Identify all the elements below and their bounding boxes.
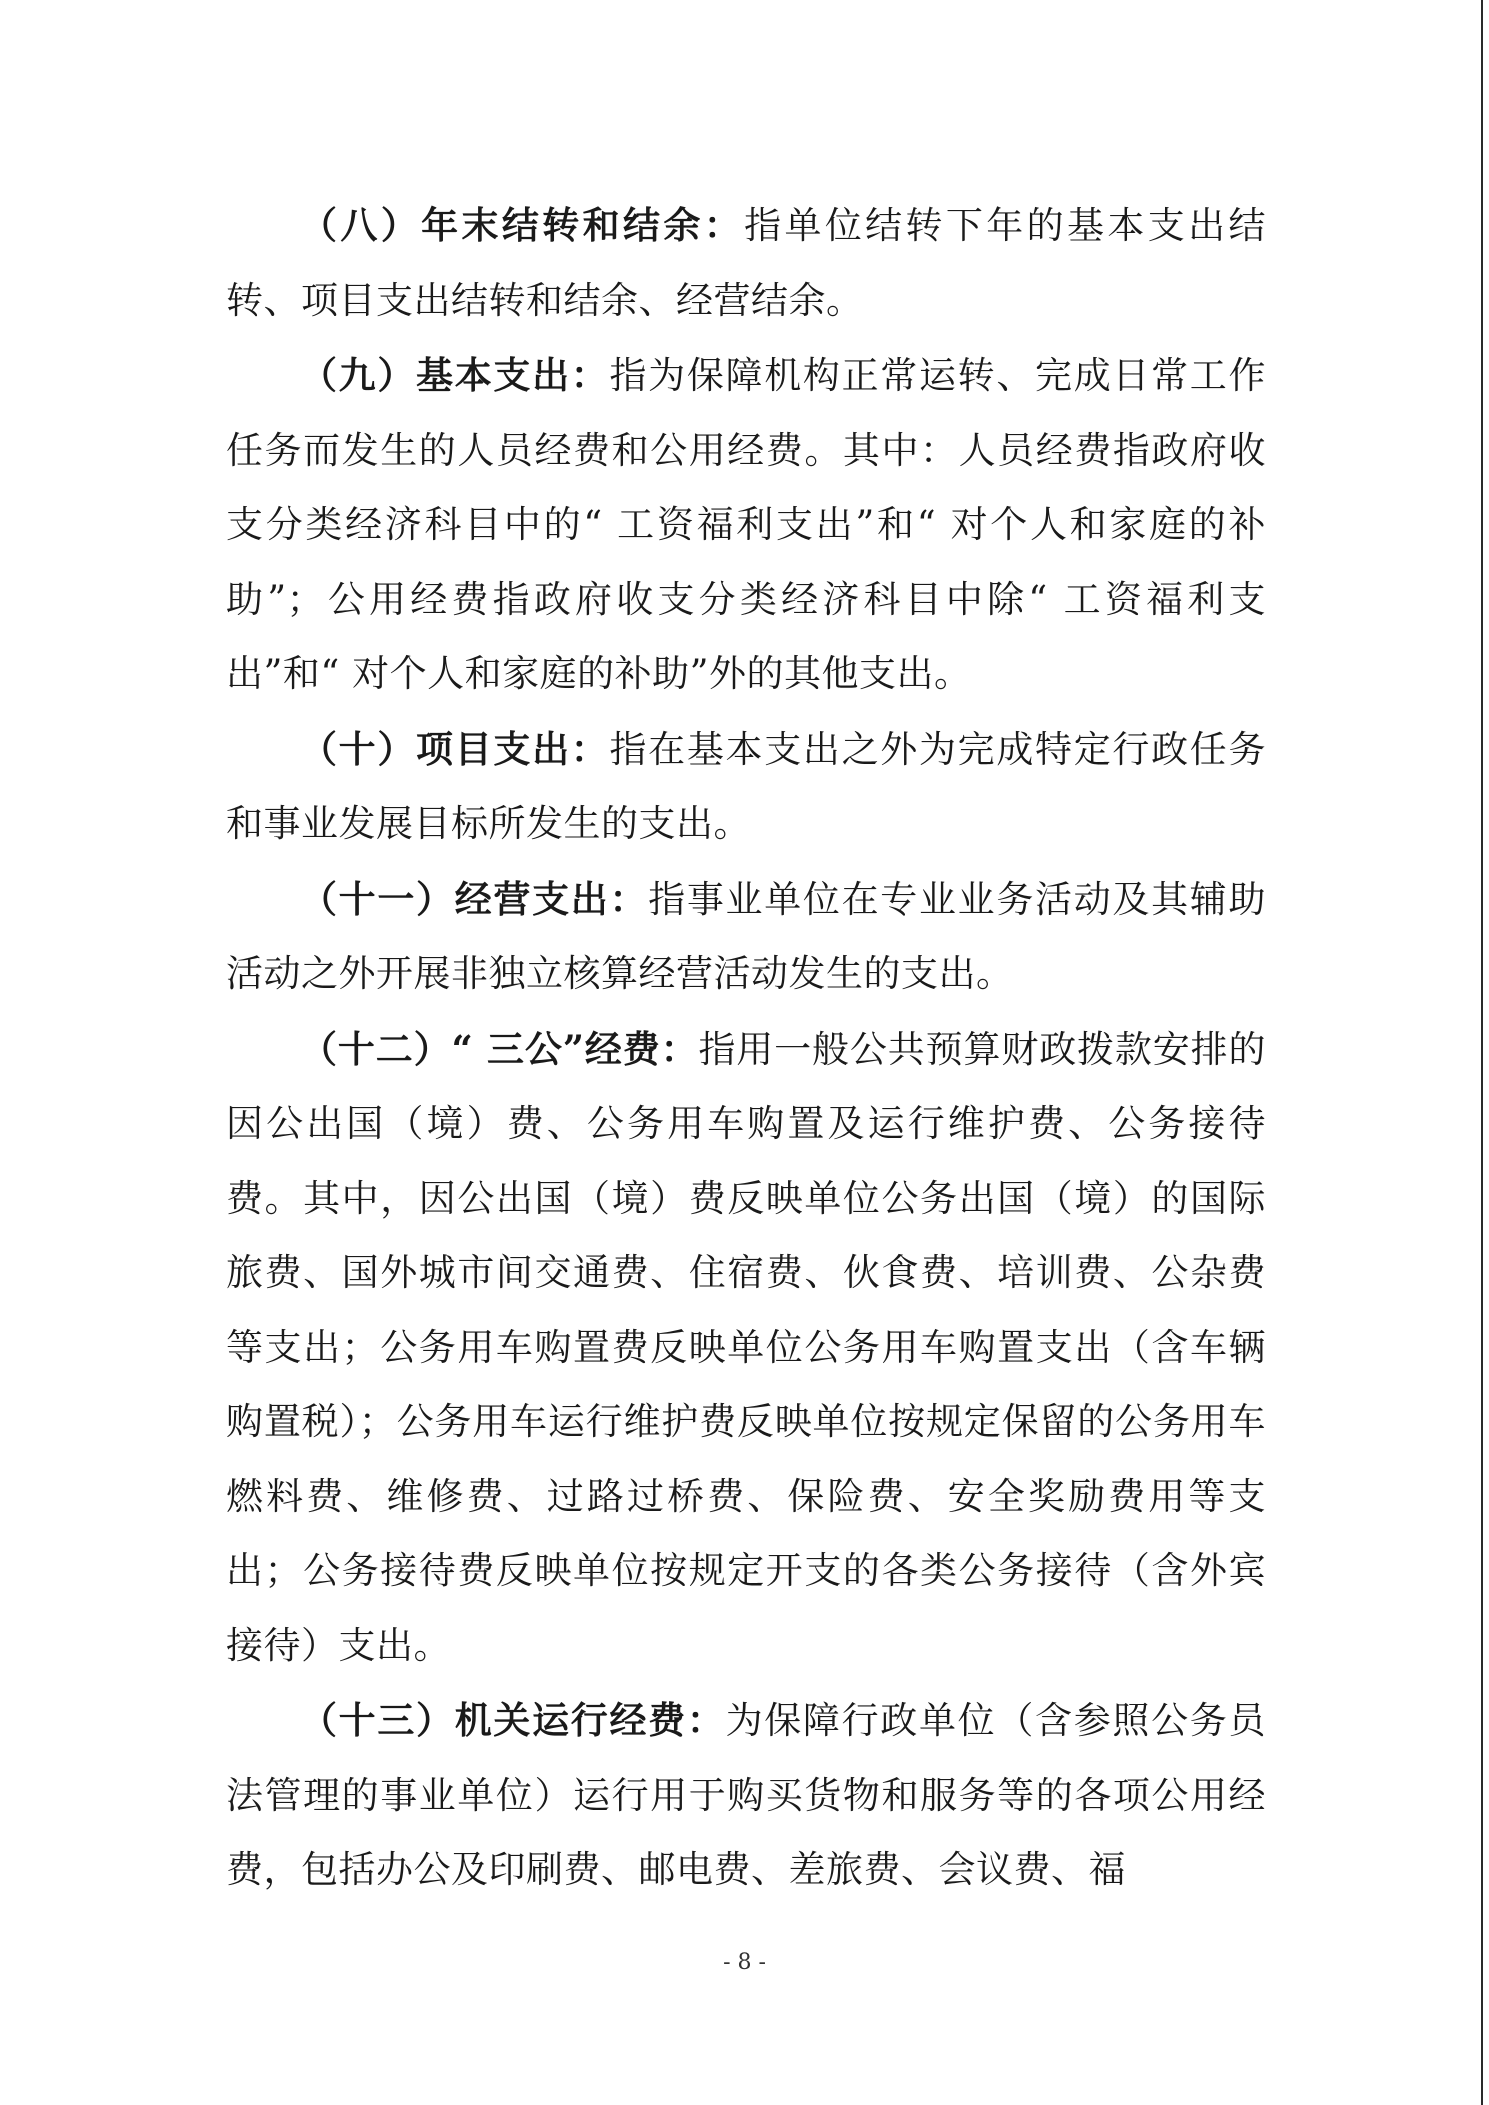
term-definition: 指用一般公共预算财政拨款安排的因公出国（境）费、公务用车购置及运行维护费、公务接待费。其中，因公出国（境）费反映单位公务出国（境）的国际旅费、国外城市间交通费、住宿费、伙食费、培训费、公杂费等支出；公务用车购置费反映单位公务用车购置支出（含车辆购置税）；公务用车运行维护费反映单位按规定保留的公务用车燃料费、维修费、过路过桥费、保险费、安全奖励费用等支出；公务接待费反映单位按规定开支的各类公务接待（含外宾接待）支出。: [226, 1027, 1267, 1667]
term-definition: 为保障行政单位（含参照公务员法管理的事业单位）运行用于购买货物和服务等的各项公用经费，包括办公及印刷费、邮电费、差旅费、会议费、福: [226, 1699, 1266, 1891]
paragraph-agency-operating-costs: [226, 1683, 1266, 1908]
paragraph-project-expenditure: [226, 712, 1266, 862]
term-heading: （十二）“ 三公”经费：: [300, 1026, 699, 1071]
term-definition: 指单位结转下年的基本支出结转、项目支出结转和结余、经营结余。: [226, 204, 1267, 322]
term-heading: （十三）机关运行经费：: [300, 1698, 726, 1742]
term-heading: （十一）经营支出：: [300, 876, 649, 921]
term-definition: 指在基本支出之外为完成特定行政任务和事业发展目标所发生的支出。: [226, 727, 1266, 845]
page-edge-line: [1481, 0, 1483, 2105]
term-heading: （十）项目支出：: [300, 726, 610, 771]
document-body: [226, 188, 1266, 1908]
paragraph-basic-expenditure: [226, 338, 1266, 712]
term-heading: （九）基本支出：: [300, 353, 610, 397]
paragraph-operating-expenditure: [226, 862, 1266, 1012]
paragraph-year-end-carryover: [226, 188, 1266, 338]
term-definition: 指事业单位在专业业务活动及其辅助活动之外开展非独立核算经营活动发生的支出。: [226, 877, 1266, 995]
term-definition: 指为保障机构正常运转、完成日常工作任务而发生的人员经费和公用经费。其中：人员经费指政府收支分类经济科目中的“ 工资福利支出”和“ 对个人和家庭的补助”；公用经费指政府收支分类经济科目中除“ 工资福利支出”和“ 对个人和家庭的补助”外的其他支出。: [226, 354, 1266, 695]
page-number: - 8 -: [723, 1950, 766, 1975]
term-heading: （八）年末结转和结余：: [300, 203, 745, 247]
paragraph-three-public-expenses: [226, 1012, 1266, 1684]
